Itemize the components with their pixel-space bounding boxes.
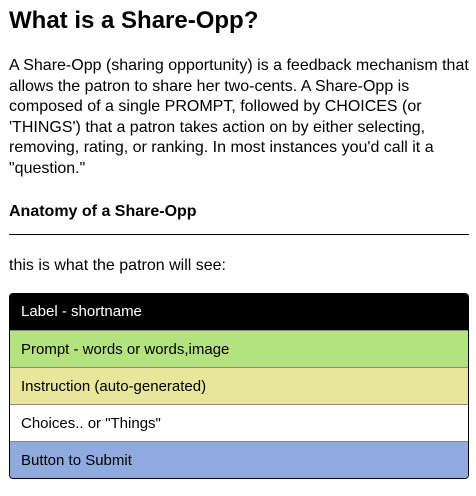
part-label: Label - shortname bbox=[10, 294, 468, 330]
anatomy-heading: Anatomy of a Share-Opp bbox=[9, 203, 197, 220]
part-instruction: Instruction (auto-generated) bbox=[10, 367, 468, 404]
share-opp-anatomy-box bbox=[9, 293, 469, 479]
page-title: What is a Share-Opp? bbox=[9, 7, 259, 34]
part-submit-button: Button to Submit bbox=[10, 441, 468, 478]
part-prompt: Prompt - words or words,image bbox=[10, 330, 468, 367]
lead-text: this is what the patron will see: bbox=[9, 257, 226, 274]
intro-paragraph: A Share-Opp (sharing opportunity) is a feedback mechanism that allows the patron to share her two-cents. A Share-Opp is composed of a single PROMPT, followed by CHOICES (or 'THINGS') that a patron takes action on by either selecting, removing, rating, or ranking. In most instances you'd call it a "question." bbox=[9, 57, 469, 177]
part-choices: Choices.. or "Things" bbox=[10, 404, 468, 441]
horizontal-divider bbox=[9, 234, 469, 235]
